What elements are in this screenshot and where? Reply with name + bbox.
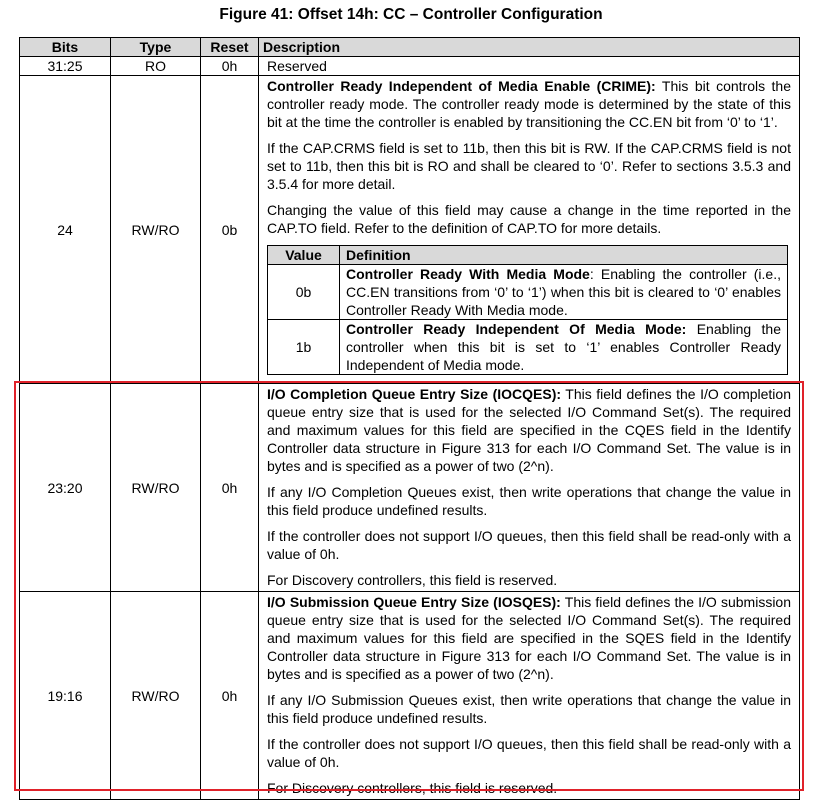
description-cell: Reserved (259, 57, 800, 76)
type-cell: RW/RO (111, 76, 201, 384)
mode-name: Controller Ready Independent Of Media Mode: (346, 321, 687, 337)
description-cell (259, 76, 800, 384)
header-bits: Bits (20, 38, 111, 57)
inner-header-value: Value (268, 246, 340, 265)
description-paragraph: If any I/O Completion Queues exist, then write operations that change the value in this field produce undefined results. (267, 484, 791, 518)
inner-header-definition: Definition (340, 246, 788, 265)
inner-row (268, 265, 788, 320)
value-definition-table (267, 245, 788, 375)
reset-cell: 0h (201, 384, 259, 592)
field-text: This bit controls the controller ready mode. The controller ready mode is determined by the state of this bit at the time the controller is enabled by transitioning the CC.EN bit from ‘0’ to ‘1’. (267, 78, 792, 130)
description-paragraph (267, 593, 791, 683)
mode-text: Enabling the controller when this bit is set to ‘1’ enables Controller Ready Independent of Media mode. (346, 321, 781, 373)
header-row (20, 38, 800, 57)
type-cell: RW/RO (111, 592, 201, 800)
inner-value-cell: 0b (268, 265, 340, 320)
field-name: I/O Submission Queue Entry Size (IOSQES): (267, 594, 561, 610)
register-table (19, 37, 800, 800)
bits-cell: 24 (20, 76, 111, 384)
inner-row (268, 320, 788, 375)
table-row (20, 384, 800, 592)
reset-cell: 0h (201, 592, 259, 800)
inner-definition-cell (340, 320, 788, 375)
description-paragraph: If the controller does not support I/O queues, then this field shall be read-only with a value of 0h. (267, 528, 791, 562)
bits-cell: 31:25 (20, 57, 111, 76)
header-description: Description (259, 38, 800, 57)
description-paragraph (267, 77, 791, 131)
type-cell: RW/RO (111, 384, 201, 592)
description-paragraph: If the CAP.CRMS field is set to 11b, then this bit is RW. If the CAP.CRMS field is not set to 11b, then this bit is RO and shall be cleared to ‘0’. Refer to sections 3.5.3 and 3.5.4 for more detail. (267, 140, 791, 192)
reset-cell: 0h (201, 57, 259, 76)
table-row (20, 57, 800, 76)
mode-text: : Enabling the controller (i.e., CC.EN transitions from ‘0’ to ‘1’) when this bit is cleared to ‘0’ enables Controller Ready With Media mode. (346, 266, 781, 318)
field-name: Controller Ready Independent of Media Enable (CRIME): (267, 78, 656, 94)
type-cell: RO (111, 57, 201, 76)
field-text: This field defines the I/O completion queue entry size that is used for the selected I/O Command Set(s). The required and maximum values for this field are specified in the CQES field in the Identify Controller data structure in Figure 313 for each I/O Command Set. The value is in bytes and is specified as a power of two (2^n). (267, 386, 791, 474)
description-paragraph: If the controller does not support I/O queues, then this field shall be read-only with a value of 0h. (267, 736, 791, 770)
mode-name: Controller Ready With Media Mode (346, 266, 590, 282)
field-name: I/O Completion Queue Entry Size (IOCQES): (267, 386, 562, 402)
figure-title: Figure 41: Offset 14h: CC – Controller Configuration (219, 6, 603, 23)
description-paragraph (267, 385, 791, 475)
description-cell (259, 592, 800, 800)
description-paragraph: For Discovery controllers, this field is reserved. (267, 572, 558, 588)
table-row (20, 76, 800, 384)
description-paragraph: If any I/O Submission Queues exist, then write operations that change the value in this field produce undefined results. (267, 692, 791, 726)
field-text: This field defines the I/O submission queue entry size that is used for the selected I/O Command Set(s). The required and maximum values for this field are specified in the SQES field in the Identify Controller data structure in Figure 313 for each I/O Command Set. The value is in bytes and is specified as a power of two (2^n). (267, 594, 791, 682)
table-row (20, 592, 800, 800)
description-paragraph: Changing the value of this field may cause a change in the time reported in the CAP.TO field. Refer to the definition of CAP.TO for more details. (267, 202, 791, 236)
reset-cell: 0b (201, 76, 259, 384)
bits-cell: 19:16 (20, 592, 111, 800)
header-type: Type (111, 38, 201, 57)
header-reset: Reset (201, 38, 259, 57)
description-paragraph: For Discovery controllers, this field is reserved. (267, 780, 558, 796)
inner-header-row (268, 246, 788, 265)
description-cell (259, 384, 800, 592)
inner-value-cell: 1b (268, 320, 340, 375)
bits-cell: 23:20 (20, 384, 111, 592)
inner-definition-cell (340, 265, 788, 320)
